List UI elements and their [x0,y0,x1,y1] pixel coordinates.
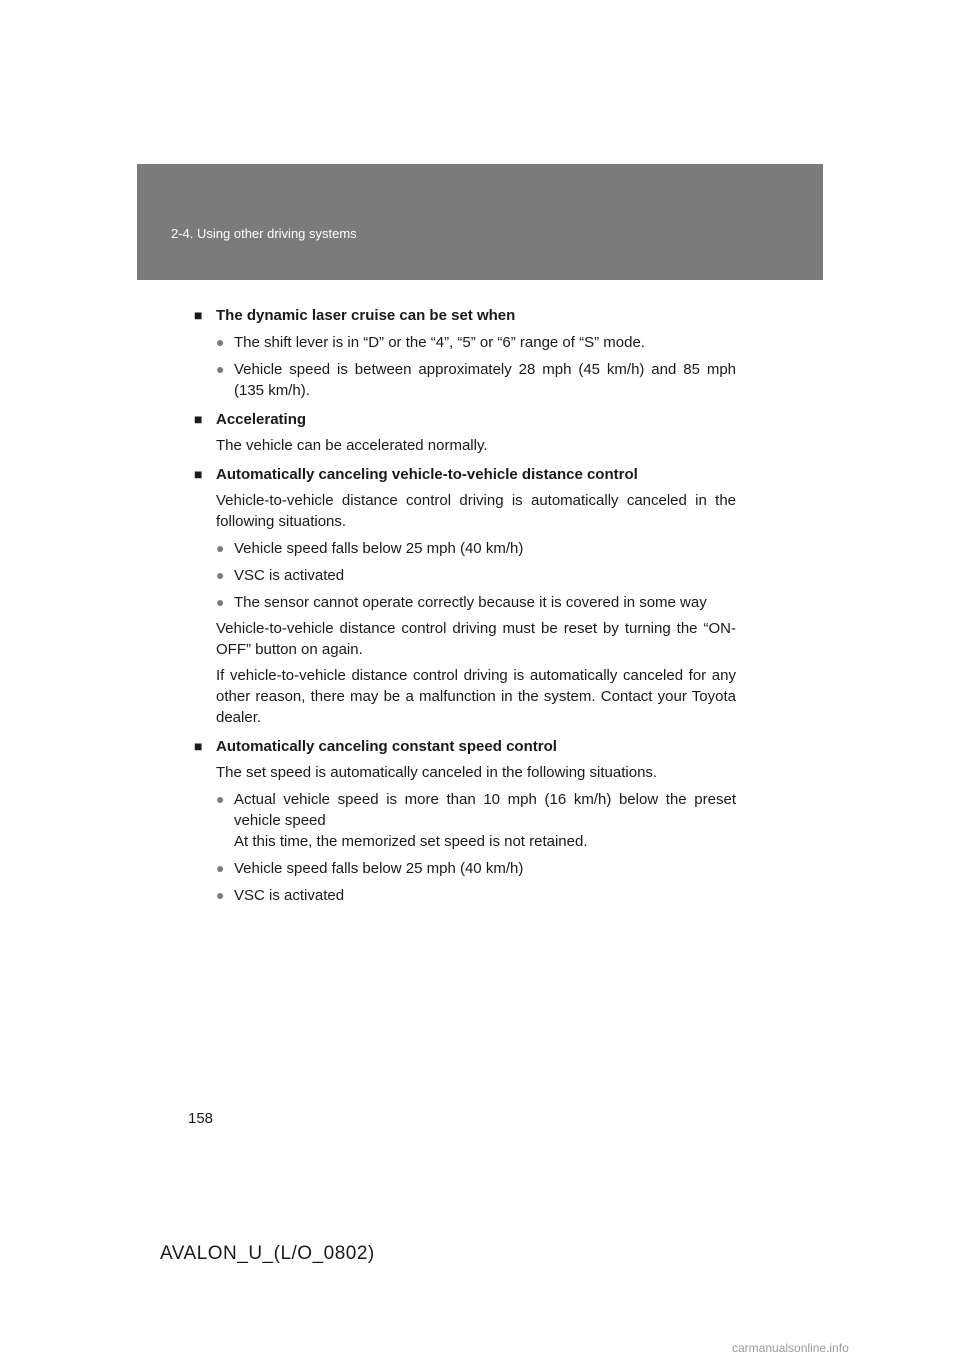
square-bullet-icon: ■ [194,738,203,754]
circle-bullet-icon: ● [216,860,225,876]
body-paragraph: The set speed is automatically canceled in the following situations. [216,764,658,781]
body-paragraph: If vehicle-to-vehicle distance control driving is automatically canceled for any other reason, there may be a malfunction in the system. Contact your Toyota dealer. [216,667,736,726]
page-number: 158 [188,1110,214,1127]
watermark: carmanualsonline.info [732,1341,849,1355]
section-heading [194,464,736,485]
section-heading [194,409,736,430]
bullet-note: At this time, the memorized set speed is not retained. [234,833,588,850]
list-item: ● VSC is activated [216,567,345,584]
square-bullet-icon: ■ [194,466,203,482]
square-bullet-icon: ■ [194,307,203,323]
list-item: ● VSC is activated [216,887,345,904]
list-item: ● The sensor cannot operate correctly because it is covered in some way [216,594,707,611]
square-bullet-icon: ■ [194,411,203,427]
heading-text: Accelerating [216,411,307,428]
section-heading [194,305,736,326]
list-item: ● Vehicle speed falls below 25 mph (40 km/h) [216,860,524,877]
body-paragraph: Vehicle-to-vehicle distance control driving must be reset by turning the “ON-OFF” button on again. [216,620,736,658]
bullet-text: Actual vehicle speed is more than 10 mph (16 km/h) below the preset vehicle speed [234,791,736,829]
section-title: 2-4. Using other driving systems [171,226,357,241]
section-heading [194,736,736,757]
circle-bullet-icon: ● [216,594,225,610]
circle-bullet-icon: ● [216,567,225,583]
circle-bullet-icon: ● [216,361,225,377]
list-item [216,789,736,852]
body-paragraph: Vehicle-to-vehicle distance control driving is automatically canceled in the following situations. [216,492,736,530]
heading-text: Automatically canceling constant speed control [216,738,557,755]
document-code: AVALON_U_(L/O_0802) [160,1243,375,1264]
circle-bullet-icon: ● [216,334,225,350]
circle-bullet-icon: ● [216,540,225,556]
circle-bullet-icon: ● [216,887,225,903]
list-item: ● The shift lever is in “D” or the “4”, “5” or “6” range of “S” mode. [216,334,645,351]
heading-text: The dynamic laser cruise can be set when [216,307,516,324]
list-item: ● Vehicle speed falls below 25 mph (40 km/h) [216,540,524,557]
section-header-bar [137,164,823,280]
list-item: ● Vehicle speed is between approximately 28 mph (45 km/h) and 85 mph (135 km/h). [216,361,736,399]
circle-bullet-icon: ● [216,791,225,807]
page-content [194,305,736,906]
heading-text: Automatically canceling vehicle-to-vehicle distance control [216,466,638,483]
body-paragraph: The vehicle can be accelerated normally. [216,437,488,454]
